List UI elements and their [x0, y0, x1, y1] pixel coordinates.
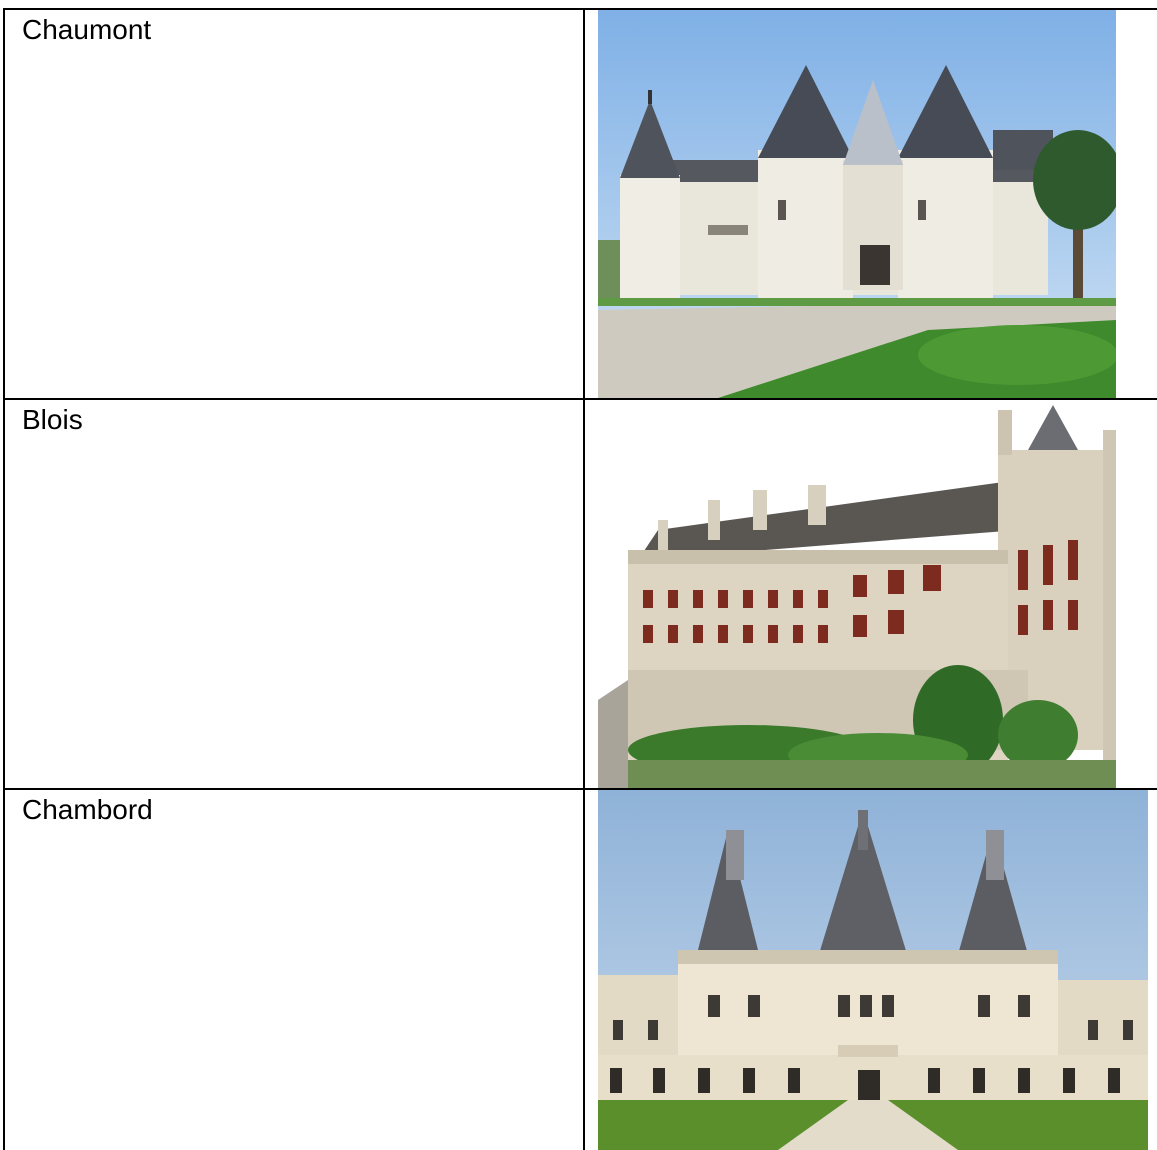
chateau-chambord-photo: [598, 790, 1148, 1150]
row-label-blois: Blois: [22, 404, 83, 435]
table-column-divider: [583, 8, 585, 1150]
table-border-left: [3, 8, 5, 1150]
chateau-chaumont-photo: [598, 10, 1116, 398]
row-label-chaumont: Chaumont: [22, 14, 152, 45]
chateau-blois-photo: [598, 400, 1116, 788]
row-label-chambord: Chambord: [22, 794, 153, 825]
